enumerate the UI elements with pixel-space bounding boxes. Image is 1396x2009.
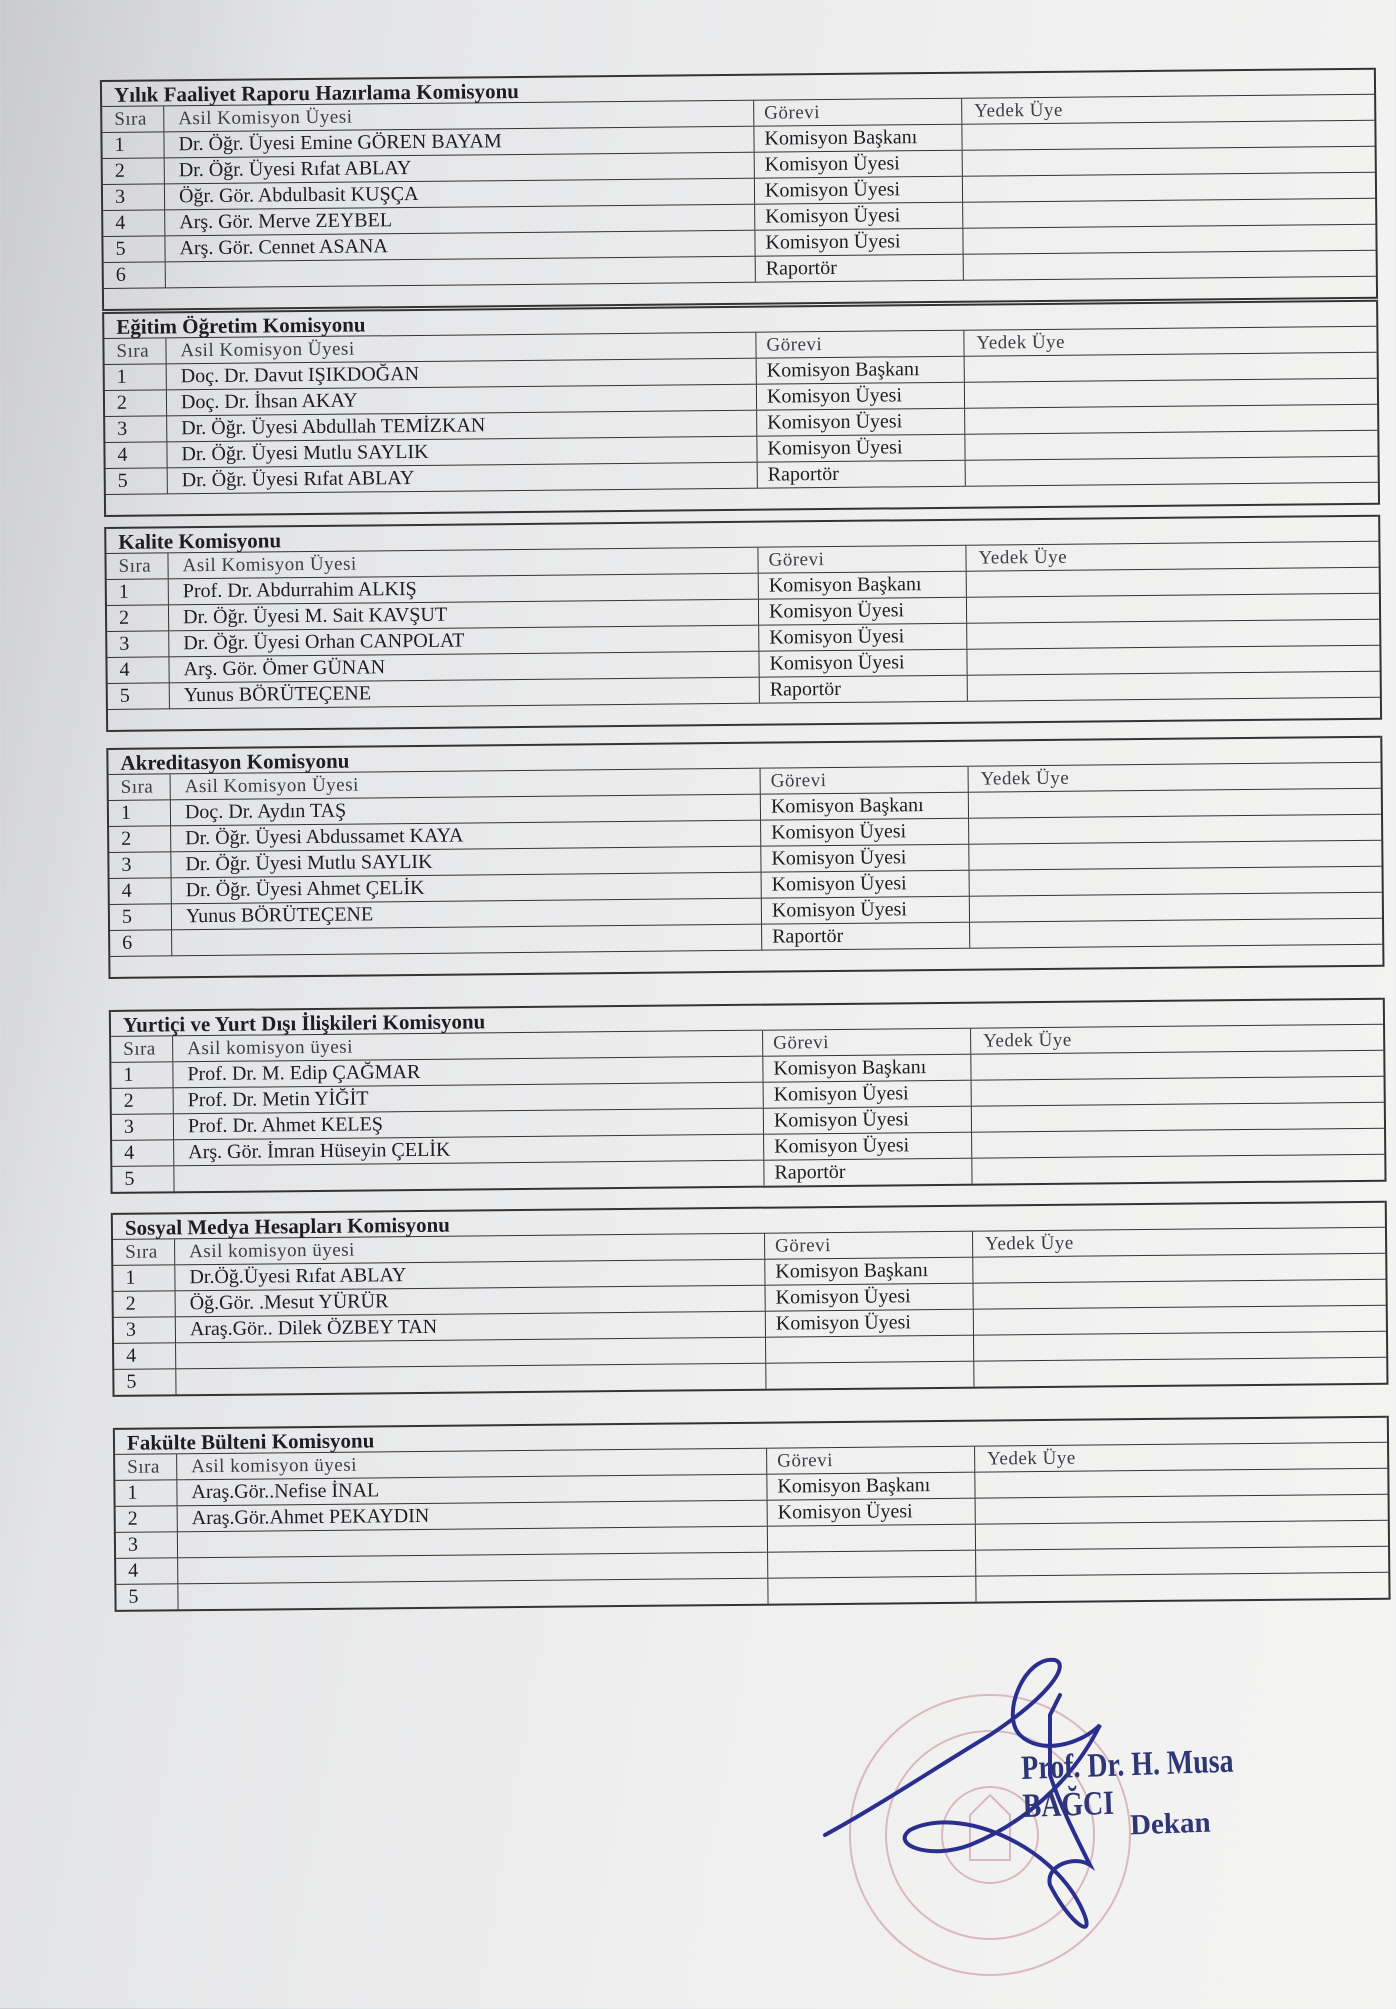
row-number: 2: [107, 605, 169, 631]
backup-member: [976, 1521, 1388, 1550]
committee-title: Yurtiçi ve Yurt Dışı İlişkileri Komisyonu: [111, 998, 1383, 1036]
row-number: 4: [114, 1343, 176, 1369]
member-role: Raportör: [764, 1159, 972, 1186]
member-name: Yunus BÖRÜTEÇENE: [172, 899, 762, 930]
member-name: Araş.Gör.Ahmet PEKAYDIN: [178, 1501, 768, 1532]
backup-member: [964, 251, 1376, 280]
member-name: Dr. Öğr. Üyesi Rıfat ABLAY: [165, 153, 755, 184]
row-number: 4: [105, 442, 167, 468]
header-role: Görevi: [767, 1447, 975, 1474]
row-number: 1: [109, 800, 171, 826]
header-sira: Sıra: [111, 1036, 173, 1062]
backup-member: [976, 1573, 1388, 1602]
row-number: 2: [112, 1088, 174, 1114]
row-number: 4: [112, 1140, 174, 1166]
header-sira: Sıra: [109, 774, 171, 800]
backup-member: [966, 457, 1378, 486]
member-role: Komisyon Üyesi: [759, 650, 967, 677]
row-number: 3: [109, 852, 171, 878]
backup-member: [972, 1155, 1384, 1184]
header-member: Asil Komisyon Üyesi: [166, 333, 756, 364]
header-backup: Yedek Üye: [976, 331, 1066, 354]
committee-table: [100, 68, 1378, 311]
header-sira: Sıra: [115, 1454, 177, 1480]
header-role: Görevi: [754, 99, 962, 126]
member-role: Komisyon Üyesi: [759, 598, 967, 625]
row-number: 2: [105, 390, 167, 416]
backup-member: [972, 1129, 1384, 1158]
member-name: Dr. Öğr. Üyesi Abdussamet KAYA: [171, 821, 761, 852]
backup-member: [969, 789, 1381, 818]
member-role: Komisyon Üyesi: [762, 897, 970, 924]
row-number: 5: [116, 1584, 178, 1610]
committee-title: Eğitim Öğretim Komisyonu: [104, 300, 1376, 338]
member-name: Dr. Öğr. Üyesi Mutlu SAYLIK: [171, 847, 761, 878]
header-backup: Yedek Üye: [980, 767, 1070, 790]
committee-title: Sosyal Medya Hesapları Komisyonu: [113, 1201, 1385, 1239]
member-role: Komisyon Üyesi: [764, 1107, 972, 1134]
member-role: Raportör: [756, 255, 964, 282]
backup-member: [963, 147, 1375, 176]
member-role: Komisyon Üyesi: [766, 1310, 974, 1337]
backup-member: [974, 1306, 1386, 1335]
member-name: Prof. Dr. Abdurrahim ALKIŞ: [169, 574, 759, 605]
committee-table: [102, 300, 1380, 517]
committee-title: Yılık Faaliyet Raporu Hazırlama Komisyonu: [102, 68, 1374, 106]
committee-table: [106, 736, 1384, 979]
backup-member: [963, 225, 1375, 254]
backup-member: [970, 893, 1382, 922]
row-number: 5: [108, 683, 170, 709]
row-number: 3: [114, 1317, 176, 1343]
backup-member: [967, 568, 1379, 597]
header-sira: Sıra: [104, 338, 166, 364]
member-name: [178, 1579, 768, 1610]
backup-member: [962, 121, 1374, 150]
row-number: 5: [106, 468, 168, 494]
member-role: [766, 1362, 974, 1389]
member-role: Komisyon Üyesi: [759, 624, 967, 651]
member-name: Dr. Öğr. Üyesi Emine GÖREN BAYAM: [164, 127, 754, 158]
row-number: 4: [116, 1558, 178, 1584]
row-number: 3: [103, 184, 165, 210]
row-number: 5: [112, 1166, 174, 1192]
member-name: Doç. Dr. Aydın TAŞ: [171, 795, 761, 826]
member-name: Araş.Gör..Nefise İNAL: [177, 1475, 767, 1506]
member-name: Dr. Öğr. Üyesi Rıfat ABLAY: [168, 463, 758, 494]
member-name: Arş. Gör. Merve ZEYBEL: [165, 205, 755, 236]
committee-title: Fakülte Bülteni Komisyonu: [115, 1416, 1387, 1454]
member-name: [176, 1364, 766, 1395]
backup-member: [973, 1280, 1385, 1309]
header-sira: Sıra: [113, 1239, 175, 1265]
member-role: Komisyon Üyesi: [761, 819, 969, 846]
backup-member: [969, 841, 1381, 870]
header-role: Görevi: [765, 1232, 973, 1259]
member-role: Komisyon Başkanı: [763, 1055, 971, 1082]
member-name: Arş. Gör. Cennet ASANA: [165, 231, 755, 262]
member-role: Komisyon Üyesi: [766, 1284, 974, 1311]
member-role: Komisyon Başkanı: [757, 357, 965, 384]
backup-member: [967, 620, 1379, 649]
backup-member: [976, 1547, 1388, 1576]
header-backup: Yedek Üye: [987, 1447, 1076, 1470]
member-name: Doç. Dr. Davut IŞIKDOĞAN: [167, 359, 757, 390]
row-number: 5: [103, 236, 165, 262]
row-number: 1: [105, 364, 167, 390]
member-role: [768, 1577, 976, 1604]
header-sira: Sıra: [102, 106, 164, 132]
backup-member: [973, 1254, 1385, 1283]
backup-member: [963, 173, 1375, 202]
committee-table: [104, 515, 1382, 732]
member-role: Komisyon Başkanı: [765, 1258, 973, 1285]
member-name: Dr. Öğr. Üyesi Ahmet ÇELİK: [172, 873, 762, 904]
row-number: 1: [102, 132, 164, 158]
backup-member: [967, 646, 1379, 675]
member-role: Komisyon Üyesi: [755, 151, 963, 178]
committee-table: [109, 998, 1387, 1194]
member-role: Komisyon Üyesi: [755, 177, 963, 204]
backup-member: [974, 1358, 1386, 1387]
member-name: Araş.Gör.. Dilek ÖZBEY TAN: [176, 1312, 766, 1343]
member-role: [766, 1336, 974, 1363]
backup-member: [971, 1051, 1383, 1080]
member-role: Komisyon Üyesi: [761, 845, 969, 872]
row-number: 3: [116, 1532, 178, 1558]
header-member: Asil komisyon üyesi: [173, 1031, 763, 1062]
backup-member: [970, 919, 1382, 948]
backup-member: [965, 379, 1377, 408]
member-name: Doç. Dr. İhsan AKAY: [167, 385, 757, 416]
member-role: Komisyon Üyesi: [757, 383, 965, 410]
member-name: Dr.Öğ.Üyesi Rıfat ABLAY: [175, 1260, 765, 1291]
backup-member: [968, 672, 1380, 701]
backup-member: [972, 1077, 1384, 1106]
header-role: Görevi: [763, 1029, 971, 1056]
header-sira: Sıra: [106, 553, 168, 579]
header-backup: Yedek Üye: [978, 546, 1068, 569]
row-number: 2: [103, 158, 165, 184]
member-role: Raportör: [760, 676, 968, 703]
row-number: 6: [104, 262, 166, 288]
member-name: Öğr. Gör. Abdulbasit KUŞÇA: [165, 179, 755, 210]
backup-member: [965, 431, 1377, 460]
member-role: [768, 1525, 976, 1552]
header-member: Asil komisyon üyesi: [175, 1234, 765, 1265]
row-number: 3: [105, 416, 167, 442]
member-role: Komisyon Başkanı: [754, 125, 962, 152]
member-role: [768, 1551, 976, 1578]
member-role: Komisyon Üyesi: [768, 1499, 976, 1526]
backup-member: [969, 815, 1381, 844]
row-number: 4: [110, 878, 172, 904]
row-number: 6: [110, 930, 172, 956]
member-role: Komisyon Üyesi: [755, 229, 963, 256]
committee-table: [111, 1201, 1389, 1397]
member-role: Raportör: [758, 461, 966, 488]
row-number: 1: [115, 1480, 177, 1506]
member-name: Dr. Öğr. Üyesi M. Sait KAVŞUT: [169, 600, 759, 631]
row-number: 1: [107, 579, 169, 605]
backup-member: [974, 1332, 1386, 1361]
member-name: Dr. Öğr. Üyesi Orhan CANPOLAT: [169, 626, 759, 657]
row-number: 5: [114, 1369, 176, 1395]
member-name: [174, 1161, 764, 1192]
backup-member: [976, 1495, 1388, 1524]
row-number: 1: [111, 1062, 173, 1088]
backup-member: [972, 1103, 1384, 1132]
row-number: 2: [109, 826, 171, 852]
row-number: 3: [107, 631, 169, 657]
committee-title: Akreditasyon Komisyonu: [108, 736, 1380, 774]
backup-member: [965, 353, 1377, 382]
backup-member: [963, 199, 1375, 228]
header-role: Görevi: [756, 331, 964, 358]
member-name: Prof. Dr. Ahmet KELEŞ: [174, 1109, 764, 1140]
signer-title: Dekan: [1129, 1806, 1212, 1842]
signer-name: Prof. Dr. H. Musa BAĞCI: [1020, 1742, 1235, 1825]
backup-member: [970, 867, 1382, 896]
header-member: Asil komisyon üyesi: [177, 1449, 767, 1480]
member-name: Arş. Gör. Ömer GÜNAN: [169, 652, 759, 683]
header-backup: Yedek Üye: [974, 99, 1063, 122]
committee-table: [113, 1416, 1391, 1612]
member-role: Komisyon Üyesi: [755, 203, 963, 230]
member-name: Dr. Öğr. Üyesi Abdullah TEMİZKAN: [167, 411, 757, 442]
member-role: Komisyon Üyesi: [762, 871, 970, 898]
header-member: Asil Komisyon Üyesi: [168, 548, 758, 579]
member-name: Prof. Dr. M. Edip ÇAĞMAR: [173, 1057, 763, 1088]
row-number: 2: [114, 1291, 176, 1317]
row-number: 2: [116, 1506, 178, 1532]
backup-member: [967, 594, 1379, 623]
member-name: Öğ.Gör. .Mesut YÜRÜR: [176, 1286, 766, 1317]
row-number: 5: [110, 904, 172, 930]
header-member: Asil Komisyon Üyesi: [171, 769, 761, 800]
member-name: Prof. Dr. Metin YİĞİT: [174, 1083, 764, 1114]
row-number: 4: [107, 657, 169, 683]
member-name: Yunus BÖRÜTEÇENE: [170, 678, 760, 709]
member-role: Komisyon Üyesi: [764, 1081, 972, 1108]
backup-member: [975, 1469, 1387, 1498]
member-role: Komisyon Üyesi: [764, 1133, 972, 1160]
member-role: Komisyon Başkanı: [761, 793, 969, 820]
committee-title: Kalite Komisyonu: [106, 515, 1378, 553]
header-backup: Yedek Üye: [985, 1232, 1074, 1255]
member-role: Komisyon Başkanı: [767, 1473, 975, 1500]
header-role: Görevi: [758, 546, 966, 573]
row-number: 3: [112, 1114, 174, 1140]
header-backup: Yedek Üye: [983, 1029, 1072, 1052]
member-role: Komisyon Üyesi: [757, 409, 965, 436]
member-role: Raportör: [762, 923, 970, 950]
row-number: 1: [113, 1265, 175, 1291]
header-member: Asil Komisyon Üyesi: [164, 101, 754, 132]
backup-member: [965, 405, 1377, 434]
member-name: Arş. Gör. İmran Hüseyin ÇELİK: [174, 1135, 764, 1166]
row-number: 4: [103, 210, 165, 236]
member-role: Komisyon Başkanı: [759, 572, 967, 599]
member-role: Komisyon Üyesi: [757, 435, 965, 462]
member-name: Dr. Öğr. Üyesi Mutlu SAYLIK: [167, 437, 757, 468]
header-role: Görevi: [761, 767, 969, 794]
